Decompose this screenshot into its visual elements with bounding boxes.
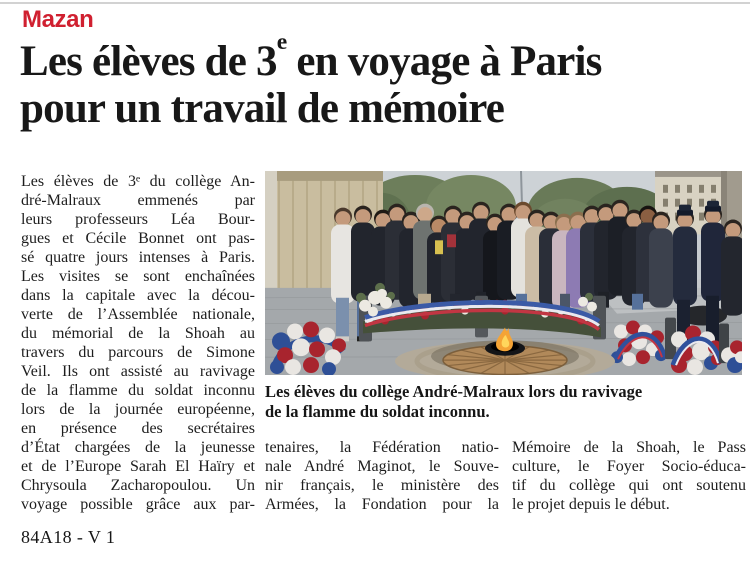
headline-line-1 [20,29,742,85]
article-column-left: Les élèves de 3ᵉ du collège An- dré-Malraux emmenés par leurs professeurs Léa Bour- gues et Cécile Bonnet ont pas- sé quatre jours intenses à Paris. Les visites se sont enchaînées dans la capitale avec la décou- verte de l’Assemblée nationale, du mémorial de la Shoah au travers du parcours de Simone Veil. Ils ont assisté au ravivage de la flamme du soldat inconnu lors de la journée européenne, en présence des secrétaires d’État chargées de la jeunesse et de l’Europe Sarah El Haïry et Chrysoula Zacharopoulou. Un voyage possible grâce aux par- [21,173,255,513]
article-photo [265,171,742,375]
headline-line1-rest: en voyage à Paris [286,38,602,85]
top-divider-rule [0,2,750,4]
article-headline [20,29,742,132]
photo-caption: Les élèves du collège André-Malraux lors du ravivage de la flamme du soldat inconnu. [265,382,643,421]
article-column-right: Mémoire de la Shoah, le Pass culture, le Foyer Socio-éduca- tif du collège qui ont soutenu le projet depuis le début. [512,439,746,513]
photo-illustration-flame-ceremony [265,171,742,375]
article-column-middle: tenaires, la Fédération natio- nale André Maginot, le Souve- nir français, le ministère des Armées, la Fondation pour la [265,439,499,513]
headline-superscript: e [276,29,287,56]
edition-code: 84A18 - V 1 [21,527,116,547]
section-kicker: Mazan [22,6,94,33]
headline-line1-text: Les élèves de 3 [20,38,277,85]
headline-line-2: pour un travail de mémoire [20,85,505,132]
